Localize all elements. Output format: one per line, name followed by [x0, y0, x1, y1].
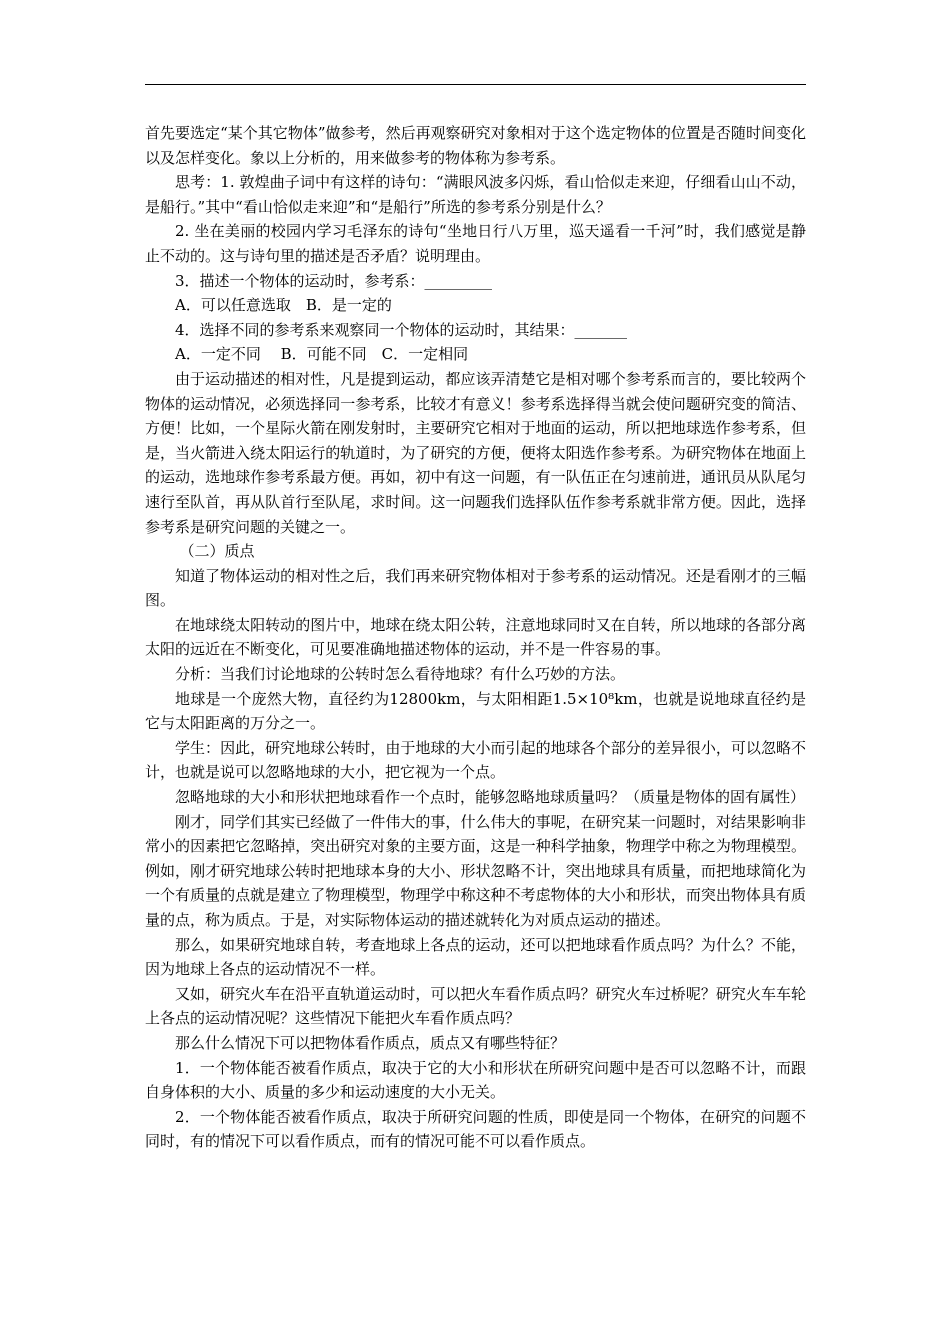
document-body: [145, 121, 806, 1154]
paragraph-train-example: 又如，研究火车在沿平直轨道运动时，可以把火车看作质点吗？研究火车过桥呢？研究火车车轮上各点的运动情况呢？这些情况下能把火车看作质点吗？: [145, 984, 806, 1028]
paragraph-analysis: 分析：当我们讨论地球的公转时怎么看待地球？有什么巧妙的方法。: [175, 665, 626, 684]
paragraph-earth-rotation: 那么，如果研究地球自转，考查地球上各点的运动，还可以把地球看作质点吗？为什么？不能，因为地球上各点的运动情况不一样。: [145, 935, 806, 979]
paragraph-condition-1: 1．一个物体能否被看作质点，取决于它的大小和形状在所研究问题中是否可以忽略不计，而跟自身体积的大小、质量的多少和运动速度的大小无关。: [145, 1058, 806, 1102]
paragraph-student-answer: 学生：因此，研究地球公转时，由于地球的大小而引起的地球各个部分的差异很小，可以忽略不计，也就是说可以忽略地球的大小，把它视为一个点。: [145, 738, 806, 782]
paragraph-earth-size: 地球是一个庞然大物，直径约为12800km，与太阳相距1.5×10⁸km，也就是说地球直径约是它与太阳距离的万分之一。: [145, 689, 806, 733]
header-rule: [145, 84, 806, 85]
paragraph-question-4-options: A．一定不同 B．可能不同 C．一定相同: [175, 345, 469, 364]
paragraph-mass-question: 忽略地球的大小和形状把地球看作一个点时，能够忽略地球质量吗？（质量是物体的固有属性）: [175, 788, 806, 807]
paragraph-think-question-1: 思考：1. 敦煌曲子词中有这样的诗句：“满眼风波多闪烁，看山恰似走来迎，仔细看山山不动，是船行。”其中“看山恰似走来迎”和“是船行”所选的参考系分别是什么？: [145, 173, 806, 216]
paragraph-intro-mass-point: 知道了物体运动的相对性之后，我们再来研究物体相对于参考系的运动情况。还是看刚才的三幅图。: [145, 566, 806, 610]
paragraph-question-3: 3．描述一个物体的运动时，参考系：_________: [175, 271, 493, 290]
paragraph-condition-2: 2．一个物体能否被看作质点，取决于所研究问题的性质，即使是同一个物体，在研究的问题不同时，有的情况下可以看作质点，而有的情况可能不可以看作质点。: [145, 1107, 806, 1151]
paragraph-physical-model: 刚才，同学们其实已经做了一件伟大的事，什么伟大的事呢，在研究某一问题时，对结果影响非常小的因素把它忽略掉，突出研究对象的主要方面，这是一种科学抽象，物理学中称之为物理模型。例如，刚才研究地球公转时把地球本身的大小、形状忽略不计，突出地球具有质量，而把地球简化为一个有质量的点就是建立了物理模型，物理学中称这种不考虑物体的大小和形状，而突出物体具有质量的点，称为质点。于是，对实际物体运动的描述就转化为对质点运动的描述。: [145, 812, 806, 929]
paragraph-relativity-of-motion: 由于运动描述的相对性，凡是提到运动，都应该弄清楚它是相对哪个参考系而言的，要比较两个物体的运动情况，必须选择同一参考系，比较才有意义！参考系选择得当就会使问题研究变的简洁、方便！比如，一个星际火箭在刚发射时，主要研究它相对于地面的运动，所以把地球选作参考系，但是，当火箭进入绕太阳运行的轨道时，为了研究的方便，便将太阳选作参考系。为研究物体在地面上的运动，选地球作参考系最方便。再如，初中有这一问题，有一队伍正在匀速前进，通讯员从队尾匀速行至队首，再从队首行至队尾，求时间。这一问题我们选择队伍作参考系就非常方便。因此，选择参考系是研究问题的关键之一。: [145, 369, 806, 536]
paragraph-question-3-options: A．可以任意选取 B．是一定的: [175, 296, 392, 315]
paragraph-earth-orbit: 在地球绕太阳转动的图片中，地球在绕太阳公转，注意地球同时又在自转，所以地球的各部分离太阳的远近在不断变化，可见要准确地描述物体的运动，并不是一件容易的事。: [145, 615, 806, 659]
paragraph-think-question-2: 2. 坐在美丽的校园内学习毛泽东的诗句“坐地日行八万里，巡天遥看一千河”时，我们感觉是静止不动的。这与诗句里的描述是否矛盾？说明理由。: [145, 222, 806, 265]
paragraph-reference-frame-definition: 首先要选定“某个其它物体”做参考，然后再观察研究对象相对于这个选定物体的位置是否随时间变化以及怎样变化。象以上分析的，用来做参考的物体称为参考系。: [145, 124, 806, 167]
section-heading-mass-point: （二）质点: [179, 542, 255, 561]
paragraph-conditions-question: 那么什么情况下可以把物体看作质点，质点又有哪些特征？: [175, 1033, 566, 1052]
paragraph-question-4: 4．选择不同的参考系来观察同一个物体的运动时，其结果：_______: [175, 320, 628, 339]
